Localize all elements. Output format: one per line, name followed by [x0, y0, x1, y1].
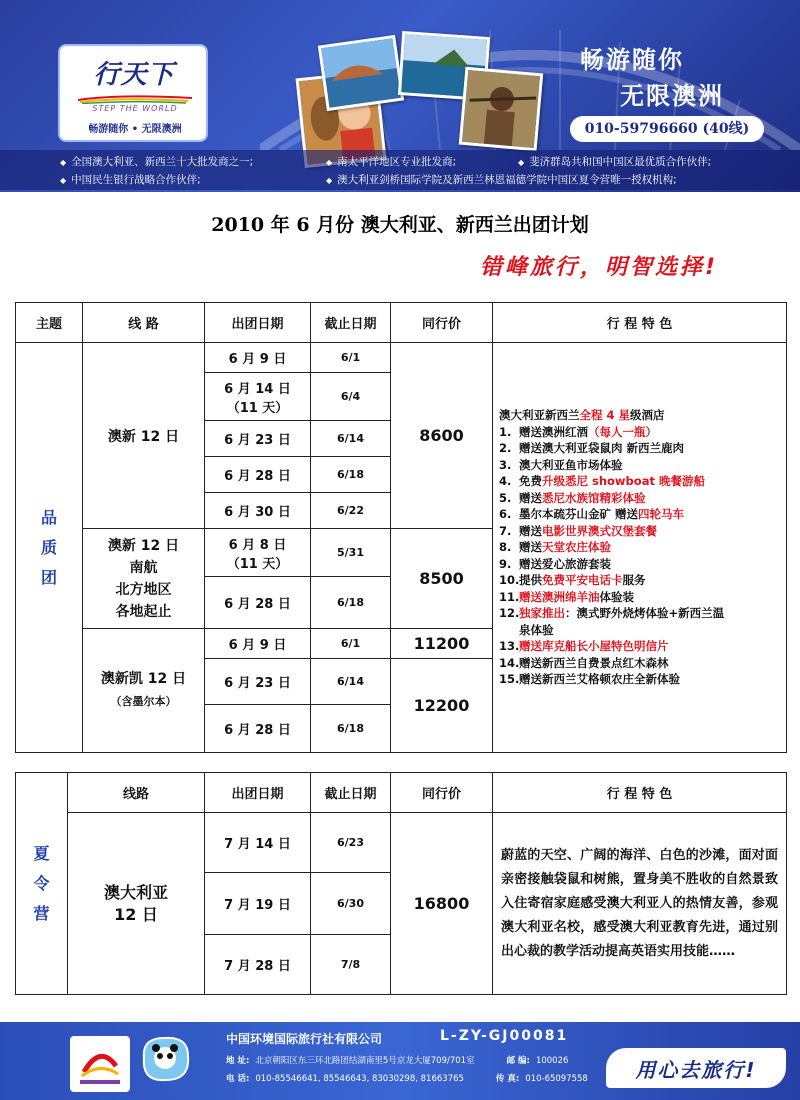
table-row	[16, 813, 787, 873]
features-cell: 澳大利亚新西兰全程 4 星级酒店 1. 赠送澳洲红酒（每人一瓶） 2. 赠送澳大利亚袋鼠肉 新西兰鹿肉 3. 澳大利亚鱼市场体验 4. 免费升级悉尼 showboat 晚餐游船 5. 赠送悉尼水族馆精彩体验 6. 墨尔本疏芬山金矿 赠送四轮马车 7. 赠送电影世界澳式汉堡套餐 8. 赠送天堂农庄体验 9. 赠送爱心旅游套装 10.提供免费平安电话卡服务 11.赠送澳洲绵羊油体验装 12.独家推出：澳式野外烧烤体验+新西兰温 泉体验 13.赠送库克船长小屋特色明信片 14.赠送新西兰自费景点红木森林 15.赠送新西兰艾格顿农庄全新体验	[493, 343, 787, 753]
header-deadline: 截止日期	[311, 303, 391, 343]
deadline: 6/1	[311, 343, 391, 373]
partner-item: ◆ 南太平洋地区专业批发商;	[326, 154, 456, 169]
table-row	[16, 343, 787, 373]
deadline: 5/31	[311, 529, 391, 577]
deadline: 6/18	[311, 457, 391, 493]
route-australia-12: 澳大利亚 12 日	[68, 813, 205, 995]
photo-beach-rock	[318, 35, 404, 111]
depart-date: 6 月 23 日	[205, 421, 311, 457]
feature-item: 7. 赠送电影世界澳式汉堡套餐	[499, 523, 657, 538]
header-depart-date: 出团日期	[205, 303, 311, 343]
tourism-logo-icon	[70, 1036, 130, 1092]
feature-item: 3. 澳大利亚鱼市场体验	[499, 457, 623, 472]
route-aoxinkai-12: 澳新凯 12 日 （含墨尔本）	[83, 629, 205, 753]
feature-item: 4. 免费升级悉尼 showboat 晚餐游船	[499, 474, 705, 489]
logo-slogan: 畅游随你 • 无限澳洲	[88, 124, 182, 135]
header-route: 线路	[68, 773, 205, 813]
deadline: 6/30	[311, 873, 391, 935]
depart-date: 6 月 28 日	[205, 577, 311, 629]
deadline: 6/18	[311, 705, 391, 753]
depart-date: 7 月 14 日	[205, 813, 311, 873]
depart-date: 6 月 9 日	[205, 343, 311, 373]
depart-date: 7 月 28 日	[205, 935, 311, 995]
company-name: 中国环境国际旅行社有限公司	[226, 1032, 383, 1046]
depart-date: 6 月 8 日 （11 天）	[205, 529, 311, 577]
partner-item: ◆ 澳大利亚剑桥国际学院及新西兰林恩福德学院中国区夏令营唯一授权机构;	[326, 172, 677, 187]
deadline: 6/14	[311, 421, 391, 457]
company-logo	[58, 44, 208, 142]
theme-cell-quality: 品 质 团	[16, 343, 83, 753]
deadline: 6/18	[311, 577, 391, 629]
header-price: 同行价	[391, 303, 493, 343]
partner-list	[0, 150, 800, 190]
feature-item: 2. 赠送澳大利亚袋鼠肉 新西兰鹿肉	[499, 441, 685, 456]
license-number: L-ZY-GJ00081	[440, 1028, 569, 1044]
address-line: 地 址: 北京朝阳区东三环北路团结湖南里5号京龙大厦709/701室 邮 编: 100026	[226, 1056, 569, 1066]
footer	[0, 1022, 800, 1100]
feature-item: 9. 赠送爱心旅游套装	[499, 556, 611, 571]
photo-aboriginal-performer	[459, 67, 544, 152]
logo-subtitle: STEP THE WORLD	[92, 104, 178, 113]
partner-item: ◆ 斐济群岛共和国中国区最优质合作伙伴;	[518, 154, 711, 169]
depart-date: 6 月 23 日	[205, 659, 311, 705]
feature-item: 5. 赠送悉尼水族馆精彩体验	[499, 490, 646, 505]
header-banner	[0, 0, 800, 192]
partner-item: ◆ 中国民生银行战略合作伙伴;	[60, 172, 201, 187]
deadline: 6/22	[311, 493, 391, 529]
depart-date: 6 月 30 日	[205, 493, 311, 529]
quality-tour-table	[15, 302, 787, 753]
header-deadline: 截止日期	[311, 773, 391, 813]
header-slogan-line1: 畅游随你	[580, 46, 684, 74]
depart-date: 6 月 28 日	[205, 457, 311, 493]
feature-item: 15.赠送新西兰艾格顿农庄全新体验	[499, 672, 680, 687]
table-header-row	[16, 303, 787, 343]
depart-date: 7 月 19 日	[205, 873, 311, 935]
feature-item: 1. 赠送澳洲红酒（每人一瓶）	[499, 424, 657, 439]
deadline: 6/4	[311, 373, 391, 421]
route-aoxin-12-csair: 澳新 12 日 南航 北方地区 各地起止	[83, 529, 205, 629]
panda-mascot-icon	[138, 1034, 192, 1084]
depart-date: 6 月 9 日	[205, 629, 311, 659]
feature-item: 14.赠送新西兰自费景点红木森林	[499, 655, 669, 670]
header-depart-date: 出团日期	[205, 773, 311, 813]
summer-camp-table	[15, 772, 787, 995]
feature-item: 10.提供免费平安电话卡服务	[499, 573, 646, 588]
route-aoxin-12: 澳新 12 日	[83, 343, 205, 529]
page-title: 2010 年 6 月份 澳大利亚、新西兰出团计划	[211, 214, 589, 236]
price-cell: 12200	[391, 659, 493, 753]
depart-date: 6 月 14 日 （11 天）	[205, 373, 311, 421]
feature-item: 11.赠送澳洲绵羊油体验装	[499, 589, 634, 604]
phone-line: 电 话: 010-85546641, 85546643, 83030298, 81663765 传 真: 010-65097558	[226, 1074, 588, 1084]
motto: 错峰旅行，明智选择!	[480, 255, 719, 280]
header-theme: 主题	[16, 303, 83, 343]
table-header-row	[16, 773, 787, 813]
feature-item: 8. 赠送天堂农庄体验	[499, 540, 611, 555]
footer-slogan: 用心去旅行!	[635, 1058, 757, 1082]
header-price: 同行价	[391, 773, 493, 813]
feature-item: 6. 墨尔本疏芬山金矿 赠送四轮马车	[499, 507, 685, 522]
phone-number[interactable]: 010-59796660 (40线)	[570, 116, 764, 142]
header-slogan-line2: 无限澳洲	[620, 82, 724, 110]
header-features: 行 程 特 色	[493, 773, 787, 813]
feature-item: 13.赠送库克船长小屋特色明信片	[499, 639, 669, 654]
header-features: 行 程 特 色	[493, 303, 787, 343]
header-route: 线 路	[83, 303, 205, 343]
feature-item: 12.独家推出：澳式野外烧烤体验+新西兰温	[499, 606, 725, 621]
camp-description: 蔚蓝的天空、广阔的海洋、白色的沙滩，面对面亲密接触袋鼠和树熊，置身美不胜收的自然景致入住寄宿家庭感受澳大利亚人的热情友善，参观澳大利亚名校，感受澳大利亚教育先进，通过别出心裁的教学活动提高英语实用技能……	[493, 813, 787, 995]
partner-item: ◆ 全国澳大利亚、新西兰十大批发商之一;	[60, 154, 253, 169]
deadline: 6/23	[311, 813, 391, 873]
deadline: 7/8	[311, 935, 391, 995]
deadline: 6/14	[311, 659, 391, 705]
price-cell: 11200	[391, 629, 493, 659]
price-cell: 8600	[391, 343, 493, 529]
logo-text: 行天下	[93, 60, 175, 90]
price-cell: 16800	[391, 813, 493, 995]
theme-cell-summer-camp: 夏 令 营	[16, 773, 68, 995]
depart-date: 6 月 28 日	[205, 705, 311, 753]
deadline: 6/1	[311, 629, 391, 659]
price-cell: 8500	[391, 529, 493, 629]
logo-swoosh-icon	[76, 94, 194, 104]
